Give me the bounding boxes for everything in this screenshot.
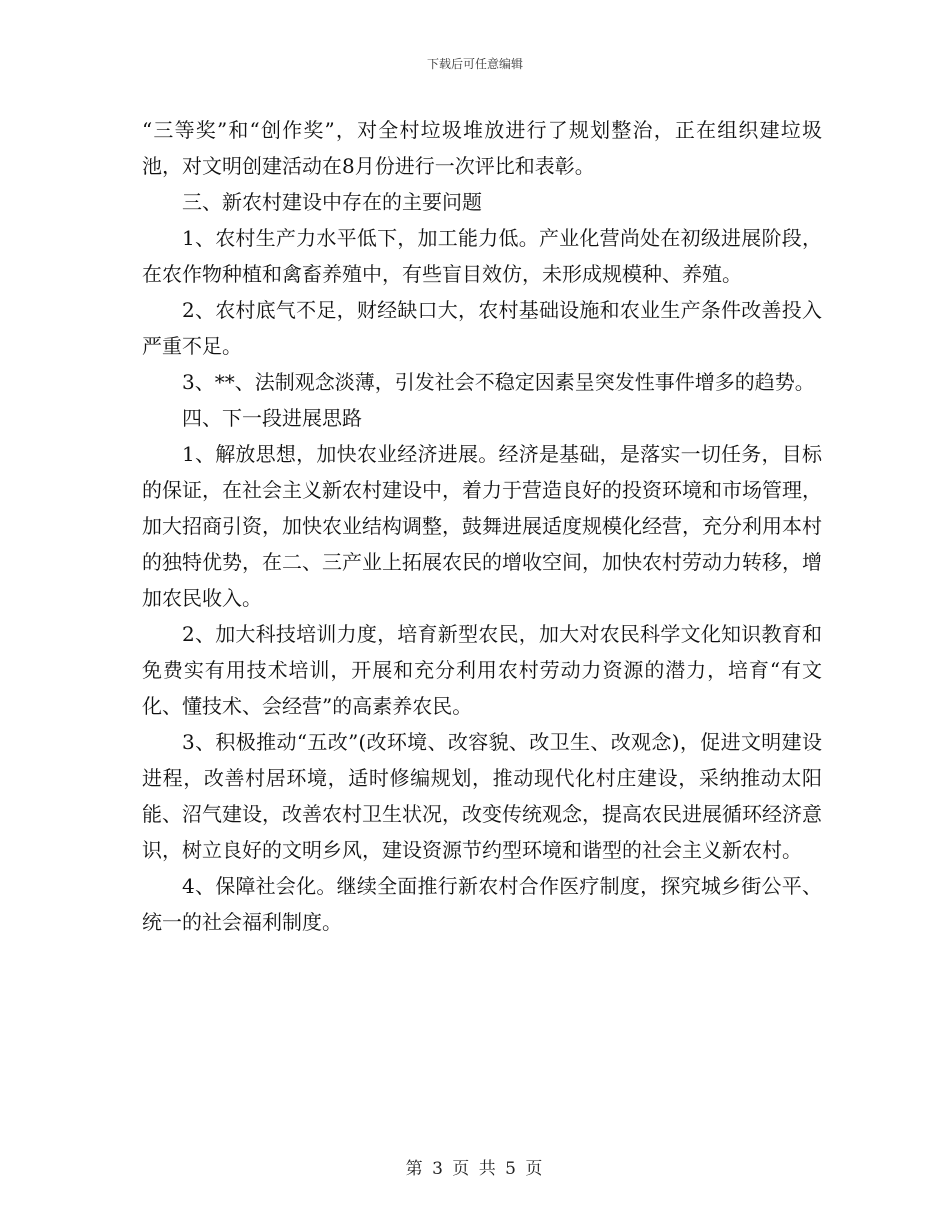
- paragraph-plan-3: 3、积极推动“五改”(改环境、改容貌、改卫生、改观念)，促进文明建设进程，改善村居环境，适时修编规划，推动现代化村庄建设，采纳推动太阳能、沼气建设，改善农村卫生状况，改变传统观念，提高农民进展循环经济意识，树立良好的文明乡风，建设资源节约型环境和谐型的社会主义新农村。: [142, 730, 822, 862]
- paragraph-problem-1: 1、农村生产力水平低下，加工能力低。产业化营尚处在初级进展阶段，在农作物种植和禽畜养殖中，有些盲目效仿，未形成规模种、养殖。: [142, 226, 822, 286]
- paragraph-continued: “三等奖”和“创作奖”，对全村垃圾堆放进行了规划整治，正在组织建垃圾池，对文明创建活动在8月份进行一次评比和表彰。: [142, 118, 822, 178]
- page-header: 下载后可任意编辑: [426, 57, 523, 71]
- paragraph-plan-4: 4、保障社会化。继续全面推行新农村合作医疗制度，探究城乡街公平、统一的社会福利制度。: [142, 874, 822, 934]
- section-heading-3: 三、新农村建设中存在的主要问题: [182, 190, 482, 214]
- paragraph-problem-3: 3、**、法制观念淡薄，引发社会不稳定因素呈突发性事件增多的趋势。: [182, 370, 815, 394]
- paragraph-plan-1: 1、解放思想，加快农业经济进展。经济是基础，是落实一切任务，目标的保证，在社会主义新农村建设中，着力于营造良好的投资环境和市场管理，加大招商引资，加快农业结构调整，鼓舞进展适度规模化经营，充分利用本村的独特优势，在二、三产业上拓展农民的增收空间，加快农村劳动力转移，增加农民收入。: [142, 442, 822, 610]
- document-body: [142, 112, 822, 940]
- section-heading-4: 四、下一段进展思路: [182, 406, 362, 430]
- paragraph-problem-2: 2、农村底气不足，财经缺口大，农村基础设施和农业生产条件改善投入严重不足。: [142, 298, 822, 358]
- paragraph-plan-2: 2、加大科技培训力度，培育新型农民，加大对农民科学文化知识教育和免费实有用技术培训，开展和充分利用农村劳动力资源的潜力，培育“有文化、懂技术、会经营”的高素养农民。: [142, 622, 822, 718]
- page-footer: 第 3 页 共 5 页: [405, 1159, 545, 1179]
